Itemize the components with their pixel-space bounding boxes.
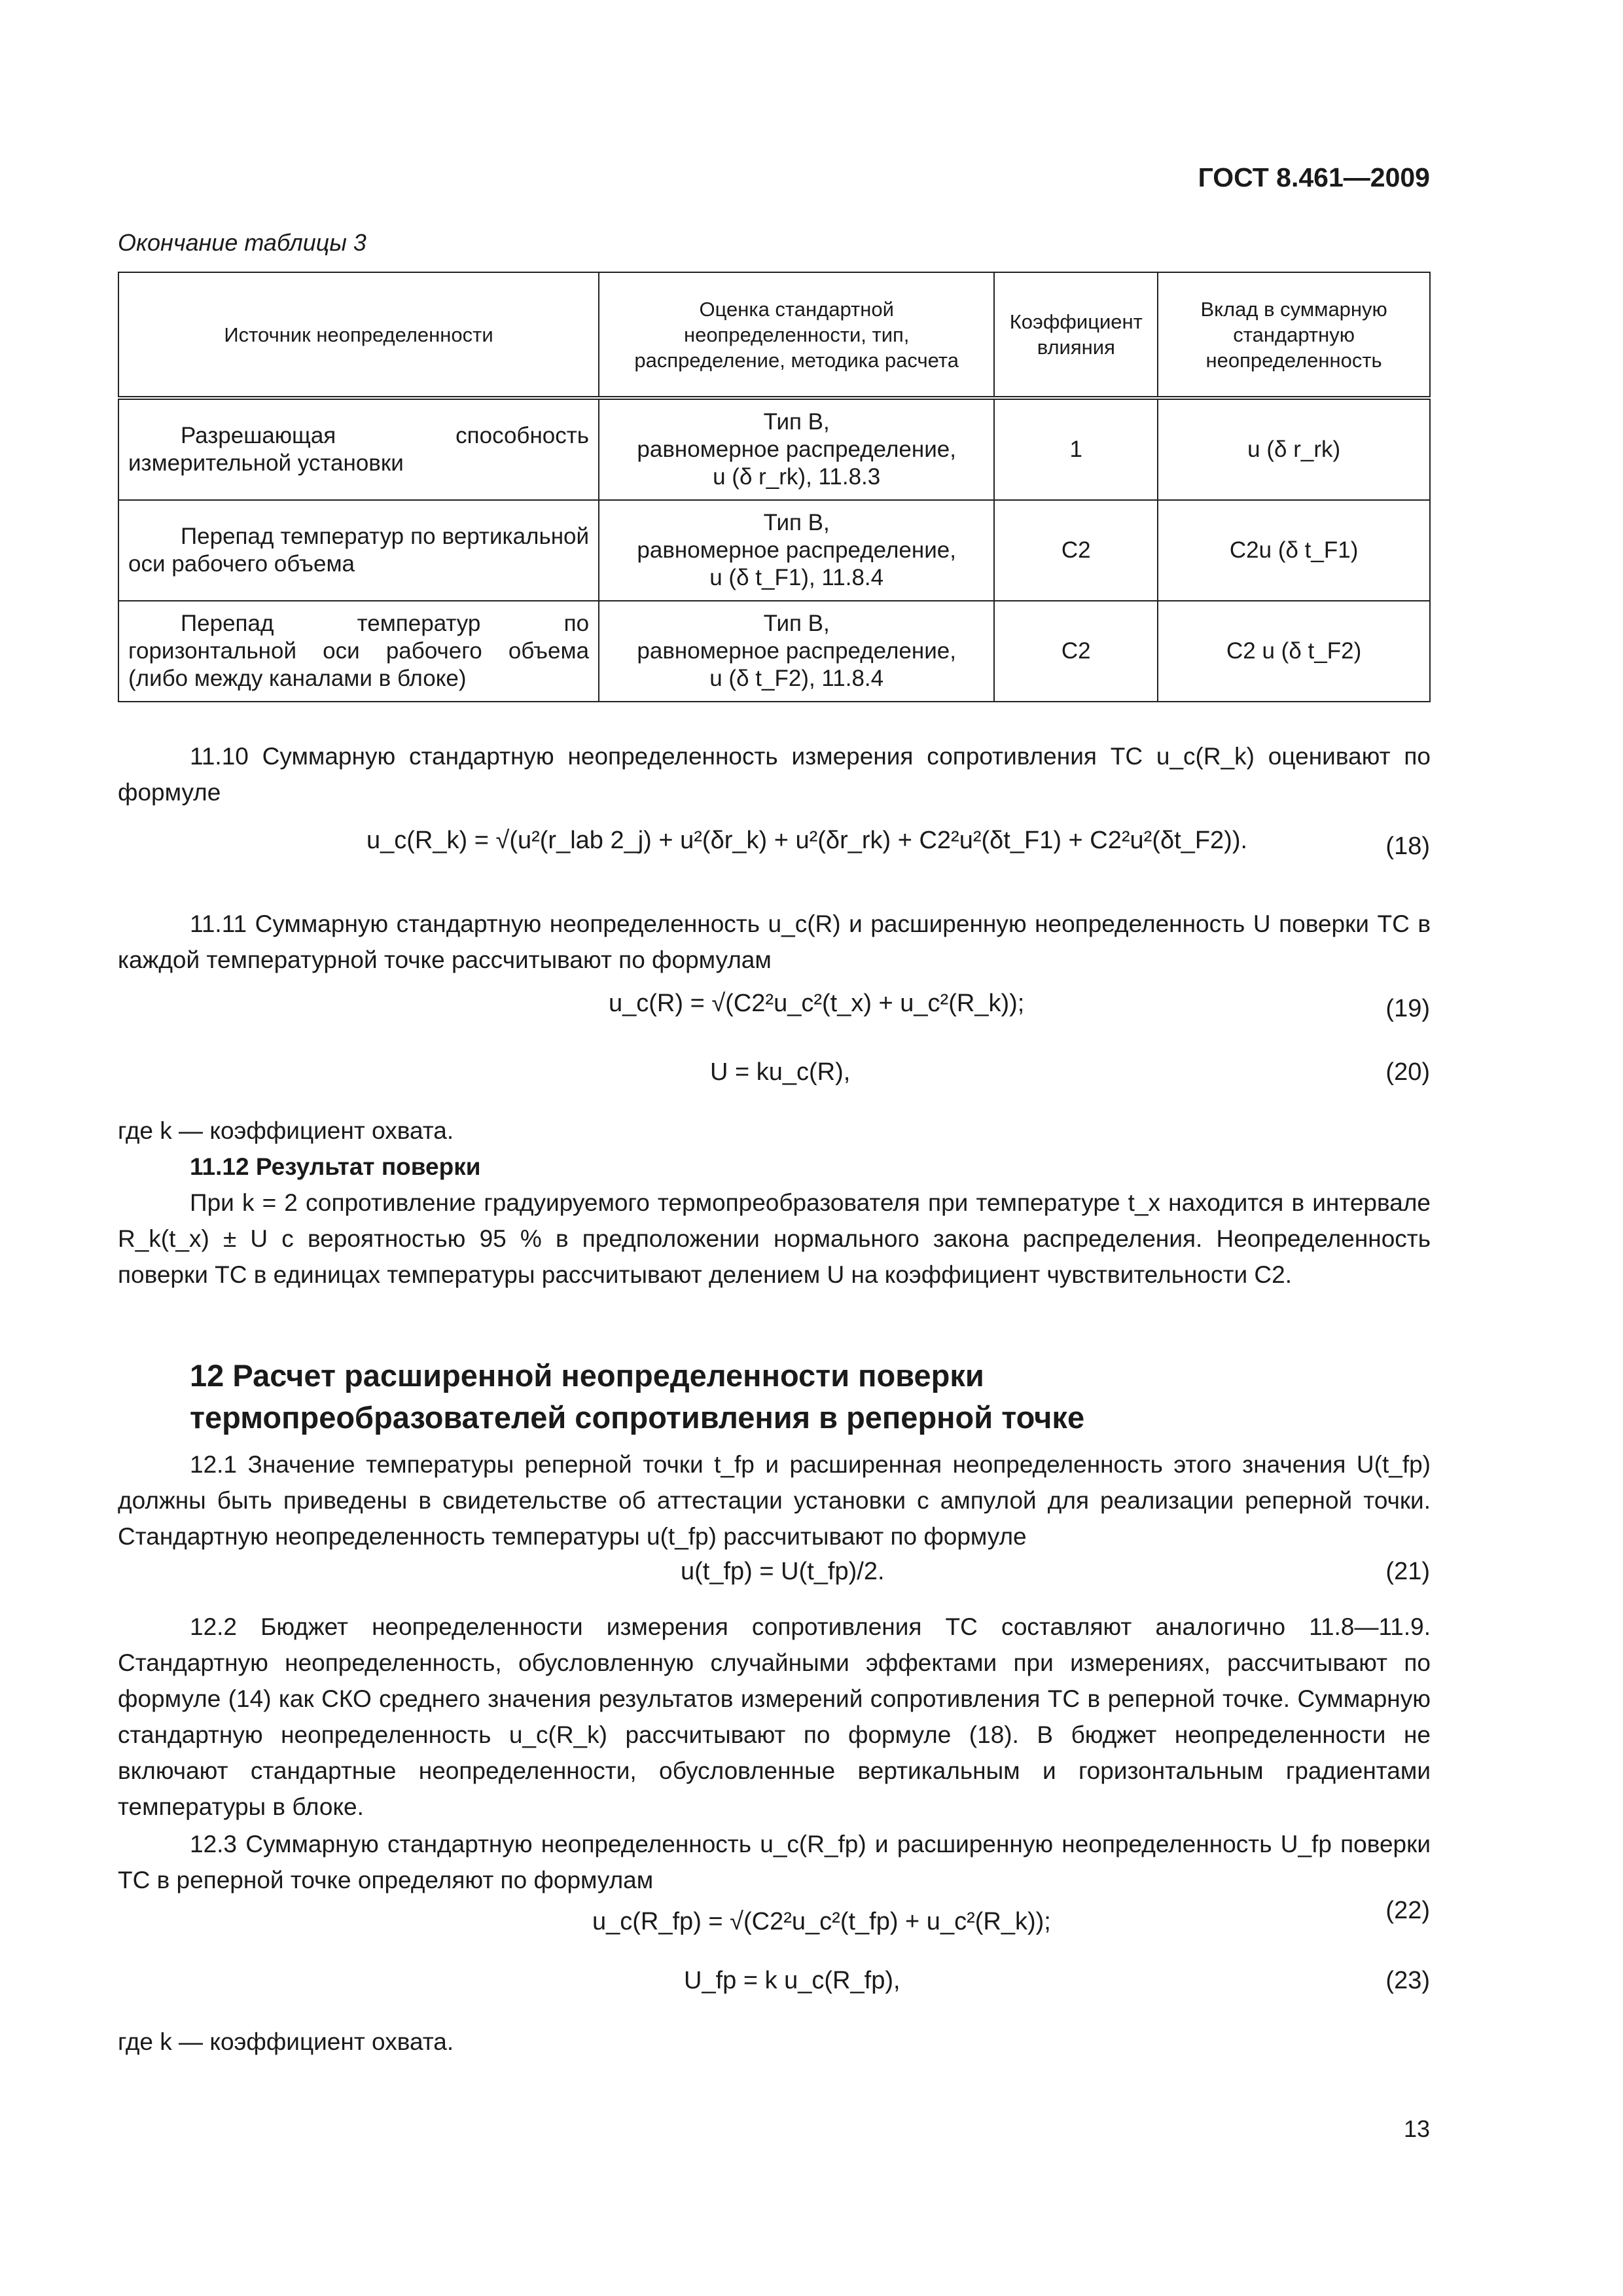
paragraph-12-1: 12.1 Значение температуры реперной точки t_fp и расширенная неопределенность этого значения U(t_fp) должны быть приведены в свидетельстве об аттестации установки с ампулой для реализации реперной точки. Стандартную неопределенность температуры u(t_fp) рассчитывают по формуле (118, 1451, 1431, 1550)
section-12-heading (190, 1355, 1433, 1439)
table-cell-source: Разрешающая способность измерительной установки (118, 398, 599, 500)
estimate-line: Тип В, (763, 611, 830, 636)
table-cell-coef: C2 (994, 500, 1158, 601)
table-header-cell: Коэффициент влияния (994, 272, 1158, 398)
paragraph-11-10: 11.10 Суммарную стандартную неопределенность измерения сопротивления ТС u_c(R_k) оценивают по формуле (118, 743, 1431, 806)
estimate-line: равномерное распределение, (637, 437, 956, 462)
section-title-line2: термопреобразователей сопротивления в реперной точке (190, 1400, 1085, 1435)
estimate-line: Тип В, (763, 409, 830, 435)
equation-number-20: (20) (1385, 1058, 1430, 1086)
paragraph-11-12: При k = 2 сопротивление градуируемого термопреобразователя при температуре t_x находится в интервале R_k(t_x) ± U с вероятностью 95 % в предположении нормального закона распределения. Неопределенность поверки ТС в единицах температуры рассчитывают делением U на коэффициент чувствительности C2. (118, 1189, 1431, 1288)
table-cell-contribution: C2u (δ t_F1) (1158, 500, 1430, 601)
formula-22: u_c(R_fp) = √(C2²u_c²(t_fp) + u_c²(R_k)); (592, 1908, 1051, 1935)
table-row (118, 601, 1430, 702)
paragraph-where-k-2: где k — коэффициент охвата. (118, 2028, 454, 2055)
section-title-line1: Расчет расширенной неопределенности поверки (232, 1358, 984, 1393)
formula-18: u_c(R_k) = √(u²(r_lab 2_j) + u²(δr_k) + u²(δr_rk) + C2²u²(δt_F1) + C2²u²(δt_F2)). (366, 827, 1248, 854)
table-row (118, 398, 1430, 500)
estimate-line: u (δ t_F2), 11.8.4 (709, 666, 884, 691)
page-number: 13 (1403, 2115, 1430, 2142)
estimate-line: равномерное распределение, (637, 537, 956, 563)
paragraph-where-k-1: где k — коэффициент охвата. (118, 1117, 454, 1144)
table-cell-coef: C2 (994, 601, 1158, 702)
table-cell-source: Перепад температур по вертикальной оси рабочего объема (118, 500, 599, 601)
equation-number-22: (22) (1385, 1897, 1430, 1924)
formula-21: u(t_fp) = U(t_fp)/2. (681, 1558, 885, 1585)
table-cell-contribution: C2 u (δ t_F2) (1158, 601, 1430, 702)
table-cell-source: Перепад температур по горизонтальной оси рабочего объема (либо между каналами в блоке) (118, 601, 599, 702)
estimate-line: равномерное распределение, (637, 638, 956, 664)
equation-number-18: (18) (1385, 833, 1430, 860)
table-cell-estimate (599, 601, 994, 702)
table-row (118, 500, 1430, 601)
equation-number-19: (19) (1385, 995, 1430, 1022)
table-header-cell: Источник неопределенности (118, 272, 599, 398)
table-cell-coef: 1 (994, 398, 1158, 500)
table-header-cell: Вклад в суммарную стандартную неопределенность (1158, 272, 1430, 398)
formula-19: u_c(R) = √(C2²u_c²(t_x) + u_c²(R_k)); (609, 990, 1025, 1017)
estimate-line: Тип В, (763, 510, 830, 535)
document-header-gost: ГОСТ 8.461—2009 (1198, 162, 1430, 192)
formula-23: U_fp = k u_c(R_fp), (684, 1967, 901, 1994)
formula-20: U = ku_c(R), (710, 1058, 851, 1086)
equation-number-23: (23) (1385, 1967, 1430, 1994)
estimate-line: u (δ t_F1), 11.8.4 (709, 565, 884, 590)
paragraph-12-2: 12.2 Бюджет неопределенности измерения сопротивления ТС составляют аналогично 11.8—11.9. Стандартную неопределенность, обусловленную случайными эффектами при измерениях, рассчитывают по формуле (14) как СКО среднего значения результатов измерений сопротивления ТС в реперной точке. Суммарную стандартную неопределенность u_c(R_k) рассчитывают по формуле (18). В бюджет неопределенности не включают стандартные неопределенности, обусловленные вертикальным и горизонтальным градиентами температуры в блоке. (118, 1613, 1431, 1820)
table-cell-estimate (599, 500, 994, 601)
heading-11-12: 11.12 Результат поверки (190, 1153, 481, 1180)
section-number: 12 (190, 1358, 224, 1393)
estimate-line: u (δ r_rk), 11.8.3 (713, 464, 881, 490)
table-header-cell: Оценка стандартной неопределенности, тип, распределение, методика расчета (599, 272, 994, 398)
equation-number-21: (21) (1385, 1558, 1430, 1585)
table-caption: Окончание таблицы 3 (118, 229, 366, 256)
table-cell-estimate (599, 398, 994, 500)
uncertainty-table (118, 272, 1431, 702)
paragraph-11-11: 11.11 Суммарную стандартную неопределенность u_c(R) и расширенную неопределенность U поверки ТС в каждой температурной точке рассчитывают по формулам (118, 910, 1431, 973)
paragraph-12-3: 12.3 Суммарную стандартную неопределенность u_c(R_fp) и расширенную неопределенность U_fp поверки ТС в реперной точке определяют по формулам (118, 1831, 1431, 1893)
table-cell-contribution: u (δ r_rk) (1158, 398, 1430, 500)
table-header-row (118, 272, 1430, 398)
